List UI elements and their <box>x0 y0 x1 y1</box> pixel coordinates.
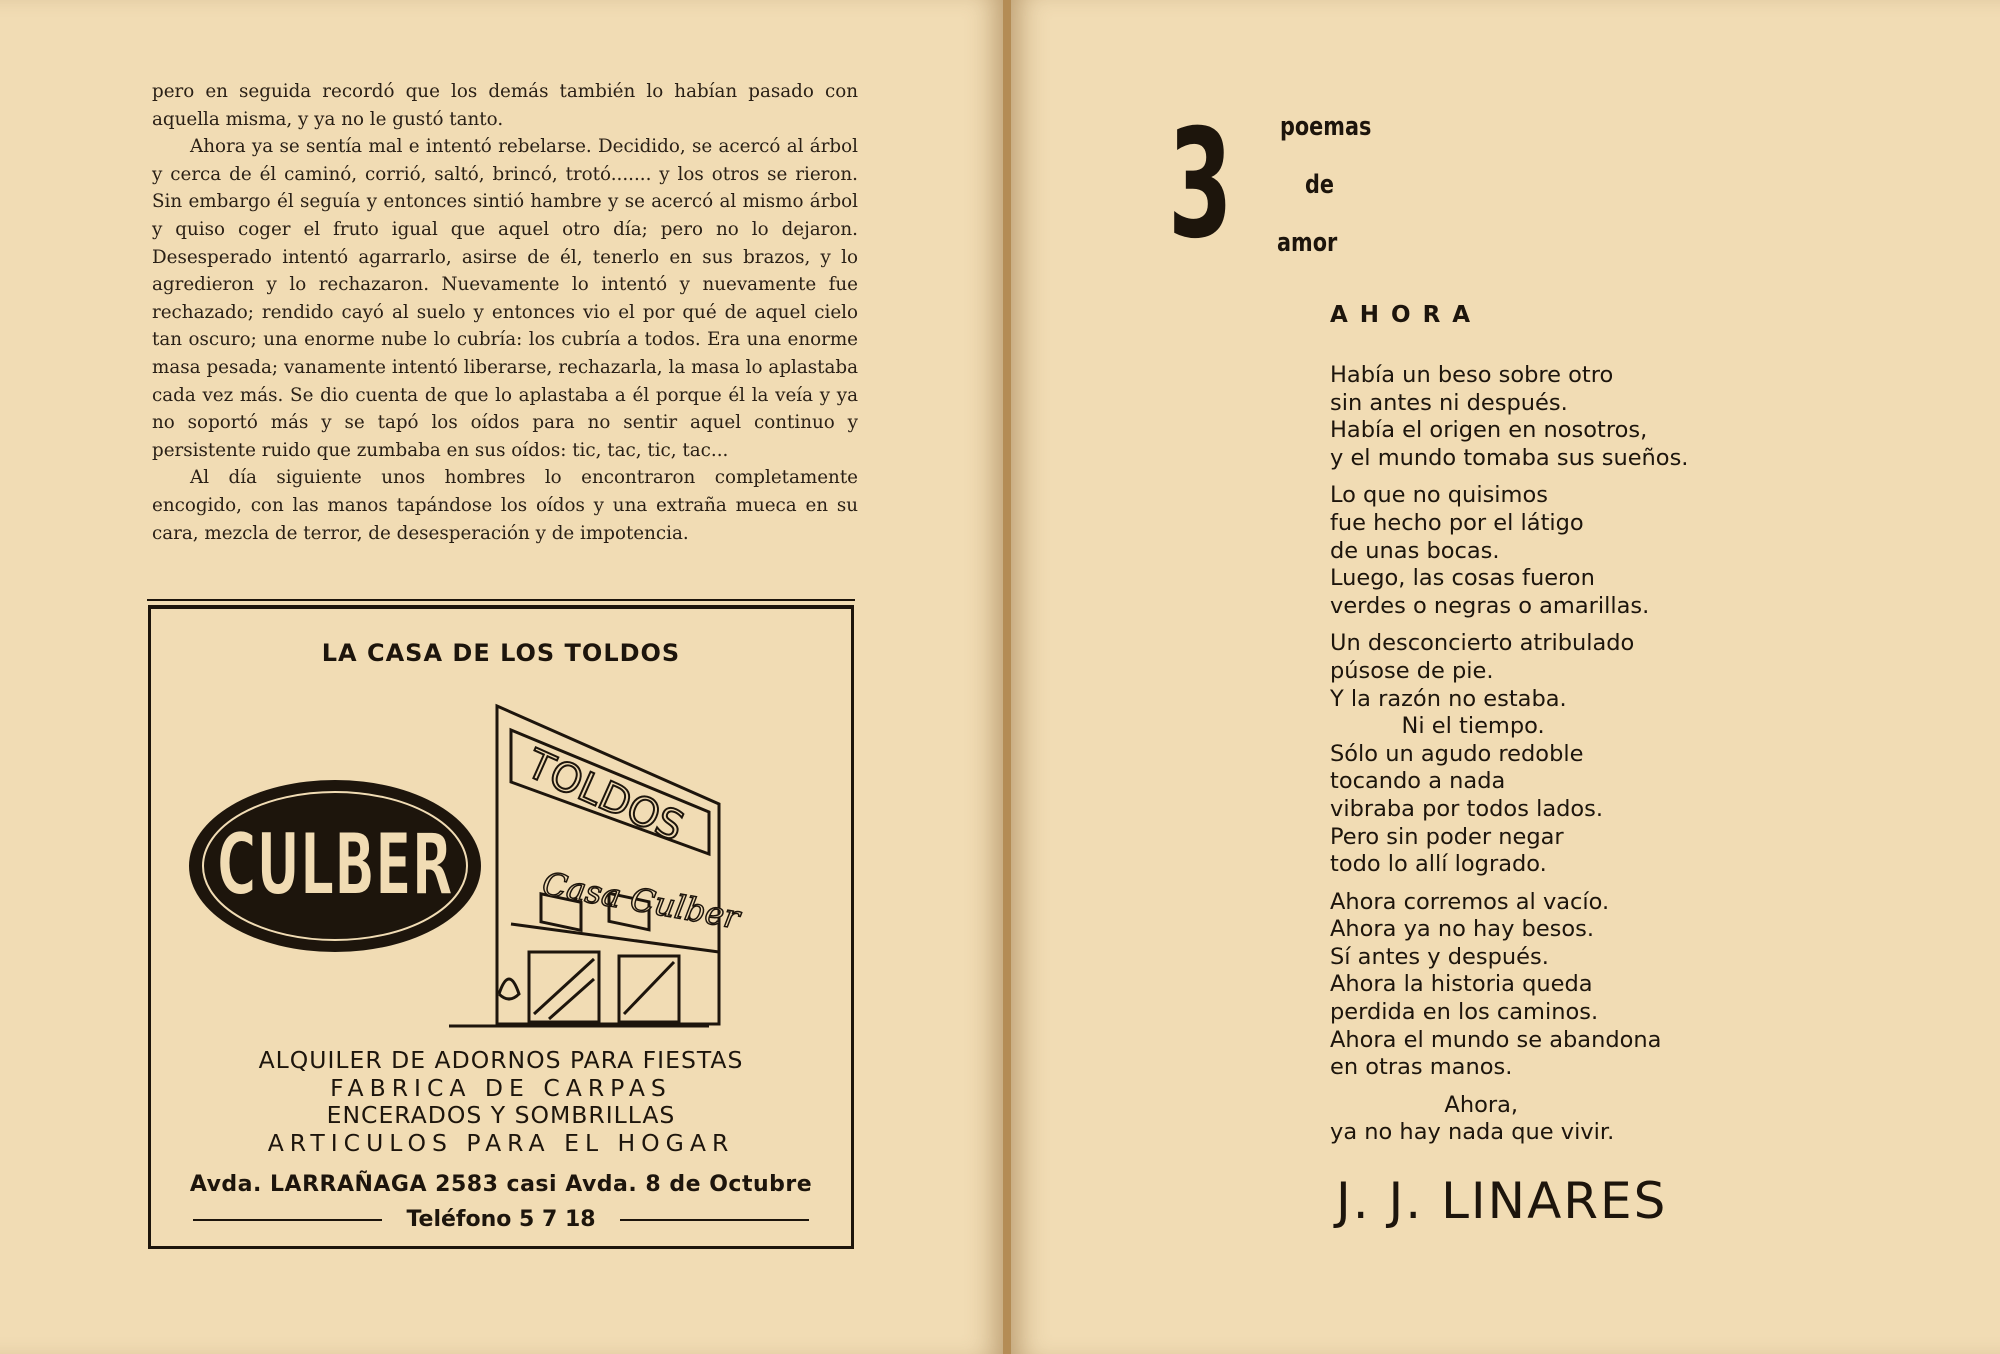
poem-line: ya no hay nada que vivir. <box>1330 1119 1615 1146</box>
culber-advertisement <box>148 605 854 1249</box>
heading-word-poemas: poemas <box>1280 112 1372 142</box>
stanza <box>1330 889 1850 1082</box>
ad-title: LA CASA DE LOS TOLDOS <box>321 639 681 667</box>
ad-phone-row <box>169 1207 833 1232</box>
culber-logo <box>189 694 743 1034</box>
ad-line: ENCERADOS Y SOMBRILLAS <box>326 1101 676 1129</box>
ad-address: Avda. LARRAÑAGA 2583 casi Avda. 8 de Octubre <box>189 1172 813 1197</box>
stanza <box>1330 482 1850 620</box>
author-name: J. J. LINARES <box>1336 1172 1668 1230</box>
story-text <box>152 78 858 547</box>
heading-word-de: de <box>1305 170 1334 200</box>
poem-line: Ahora el mundo se abandona <box>1330 1026 1662 1053</box>
stanza <box>1330 630 1850 878</box>
ad-phone: Teléfono 5 7 18 <box>406 1207 596 1232</box>
heading-number: 3 <box>1168 98 1233 272</box>
poem-line: Había un beso sobre otro <box>1330 362 1614 388</box>
poem-line: en otras manos. <box>1330 1054 1513 1081</box>
poem-line: Ni el tiempo. <box>1330 713 1545 740</box>
poem-line: Ahora, <box>1330 1091 1519 1118</box>
paragraph: Ahora ya se sentía mal e intentó rebelarse. Decidido, se acercó al árbol y cerca de él caminó, corrió, saltó, brincó, trotó....... y los otros se rieron. Sin embargo él seguía y entonces sintió hambre y se acercó al mismo árbol y quiso coger el fruto igual que aquel otro día; pero no lo dejaron. Desesperado intentó agarrarlo, asirse de él, tenerlo en sus brazos, y lo agredieron y lo rechazaron. Nuevamente lo intentó y nuevamente fue rechazado; rendido cayó al suelo y entonces vio el por qué de aquel cielo tan oscuro; una enorme nube lo cubría: los cubría a todos. Era una enorme masa pesada; vanamente intentó liberarse, rechazarla, la masa lo aplastaba cada vez más. Se dio cuenta de que lo aplastaba a él porque él la veía y ya no soportó más y se tapó los oídos para no sentir aquel continuo y persistente ruido que zumbaba en sus oídos: tic, tac, tic, tac... <box>152 136 858 461</box>
poem-line: Había el origen en nosotros, <box>1330 417 1648 444</box>
poem-line: verdes o negras o amarillas. <box>1330 592 1650 619</box>
poem-line: fue hecho por el látigo <box>1330 509 1584 536</box>
poem-line: Pero sin poder negar <box>1330 823 1564 850</box>
poem-line: púsose de pie. <box>1330 657 1494 684</box>
poem-line: Lo que no quisimos <box>1330 482 1548 509</box>
ad-line: FABRICA DE CARPAS <box>330 1073 672 1102</box>
stanza <box>1330 1092 1850 1147</box>
ad-line: ALQUILER DE ADORNOS PARA FIESTAS <box>258 1046 744 1074</box>
poem-line: Y la razón no estaba. <box>1330 685 1567 712</box>
poem-body <box>1330 362 1850 1157</box>
poem-line: Ahora corremos al vacío. <box>1330 888 1610 915</box>
poem-line: Sí antes y después. <box>1330 943 1549 970</box>
poem-line: y el mundo tomaba sus sueños. <box>1330 444 1689 471</box>
poem-line: todo lo allí logrado. <box>1330 851 1547 878</box>
poem-line: Ahora ya no hay besos. <box>1330 916 1595 943</box>
sign-text: TOLDOS <box>519 741 691 851</box>
poem-line: Ahora la historia queda <box>1330 971 1593 998</box>
poem-line: perdida en los caminos. <box>1330 999 1599 1026</box>
storefront-illustration <box>449 706 719 1026</box>
poem-line: Sólo un agudo redoble <box>1330 740 1584 767</box>
poem-line: Un desconcierto atribulado <box>1330 630 1635 657</box>
script-text: Casa Culber <box>539 864 743 937</box>
ad-services <box>151 1047 851 1157</box>
rule-left <box>193 1219 382 1221</box>
stanza <box>1330 362 1850 472</box>
paragraph: pero en seguida recordó que los demás también lo habían pasado con aquella misma, y ya no le gustó tanto. <box>152 81 858 130</box>
paragraph: Al día siguiente unos hombres lo encontraron completamente encogido, con las manos tapándose los oídos y una extraña mueca en su cara, mezcla de terror, de desesperación y de impotencia. <box>152 467 858 544</box>
ad-line: ARTICULOS PARA EL HOGAR <box>267 1128 735 1157</box>
ad-top-rule <box>147 599 855 601</box>
poem-line: de unas bocas. <box>1330 537 1500 564</box>
poem-line: tocando a nada <box>1330 768 1506 795</box>
rule-right <box>620 1219 809 1221</box>
heading-word-amor: amor <box>1277 228 1338 258</box>
logo-text: CULBER <box>217 815 453 915</box>
poem-title: AHORA <box>1330 302 1483 328</box>
poem-line: Luego, las cosas fueron <box>1330 565 1595 592</box>
book-gutter <box>1003 0 1011 1354</box>
poem-line: sin antes ni después. <box>1330 389 1568 416</box>
poem-line: vibraba por todos lados. <box>1330 795 1604 822</box>
